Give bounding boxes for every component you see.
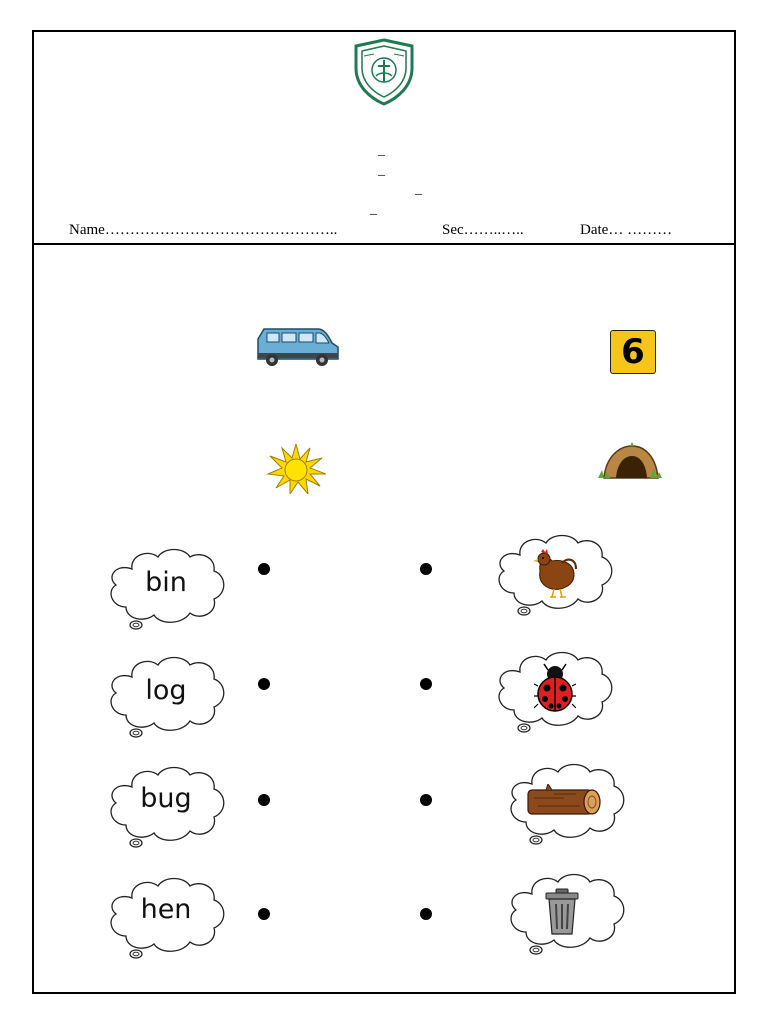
word-bin: bin (145, 567, 187, 598)
match-dot-right-4[interactable] (420, 908, 432, 920)
match-dot-left-1[interactable] (258, 563, 270, 575)
school-crest-icon (352, 38, 416, 106)
section-label: Sec (442, 222, 464, 238)
match-dot-left-2[interactable] (258, 678, 270, 690)
header-line-1: _ (378, 143, 385, 158)
log-icon (524, 784, 602, 818)
word-bug: bug (140, 783, 192, 814)
sun-icon (266, 444, 326, 494)
van-icon (254, 325, 342, 369)
number-six-icon: 6 (610, 330, 656, 374)
trash-bin-icon (544, 888, 580, 936)
word-cloud-3 (104, 765, 228, 853)
date-field[interactable] (580, 221, 672, 239)
header-line-4: _ (370, 202, 377, 217)
picture-cloud-3 (504, 762, 628, 850)
picture-cloud-4 (504, 872, 628, 960)
date-label: Date (580, 222, 609, 238)
match-dot-left-4[interactable] (258, 908, 270, 920)
header-line-2: _ (378, 163, 385, 178)
match-dot-right-1[interactable] (420, 563, 432, 575)
word-log: log (145, 675, 187, 706)
name-blank: ……………………………………….. (104, 222, 338, 238)
picture-cloud-1 (492, 533, 616, 621)
name-label: Name (69, 222, 105, 238)
match-dot-right-3[interactable] (420, 794, 432, 806)
ladybug-icon (534, 662, 576, 714)
hen-icon (532, 547, 578, 599)
word-hen: hen (140, 894, 192, 925)
section-blank: ……..….. (463, 222, 524, 238)
word-cloud-4 (104, 876, 228, 964)
match-dot-left-3[interactable] (258, 794, 270, 806)
picture-cloud-2 (492, 650, 616, 738)
header-line-3: _ (415, 182, 422, 197)
match-dot-right-2[interactable] (420, 678, 432, 690)
name-field[interactable] (69, 221, 337, 239)
section-field[interactable] (442, 221, 524, 239)
burrow-icon (598, 442, 662, 480)
word-cloud-2 (104, 655, 228, 743)
date-blank: … ……… (608, 222, 673, 238)
header-divider (32, 243, 736, 245)
word-cloud-1 (104, 547, 228, 635)
